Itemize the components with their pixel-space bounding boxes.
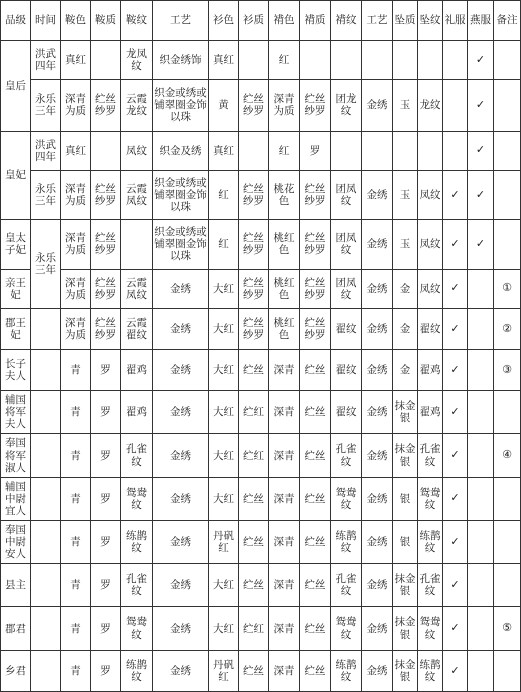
check-mark	[468, 391, 494, 434]
table-cell: 孔雀纹	[331, 564, 362, 607]
table-cell: 练鹊纹	[331, 650, 362, 691]
table-cell: 郡王妃	[1, 308, 31, 349]
header-cell: 时间	[31, 1, 61, 41]
header-cell: 礼服	[443, 1, 468, 41]
table-cell: 大红	[209, 434, 239, 477]
table-cell: 红	[269, 41, 300, 80]
table-cell: 纻丝纱罗	[300, 269, 331, 308]
check-mark: ✓	[443, 391, 468, 434]
table-row	[1, 434, 521, 477]
table-cell: 青	[61, 607, 91, 650]
table-cell	[362, 131, 393, 170]
table-cell: 大红	[209, 477, 239, 520]
table-cell: 团凤纹	[331, 220, 362, 269]
table-cell: 亲王妃	[1, 269, 31, 308]
table-cell: 罗	[300, 131, 331, 170]
table-row	[1, 170, 521, 219]
table-cell: 纻丝纱罗	[300, 220, 331, 269]
table-cell: 纻丝纱罗	[239, 220, 269, 269]
table-cell: 金绣	[362, 269, 393, 308]
table-cell: 永乐三年	[31, 220, 61, 309]
table-cell: 永乐三年	[31, 80, 61, 132]
note-cell	[494, 391, 521, 434]
header-cell: 褙色	[269, 1, 300, 41]
table-cell: 罗	[91, 650, 121, 691]
table-cell: 凤纹	[418, 170, 443, 219]
note-cell	[494, 80, 521, 132]
table-row	[1, 477, 521, 520]
table-cell: 纻丝	[239, 520, 269, 563]
table-cell: 大红	[209, 607, 239, 650]
table-cell: 大红	[209, 564, 239, 607]
table-cell: 金绣	[153, 564, 209, 607]
table-cell: 织金及绣	[153, 131, 209, 170]
table-cell	[418, 41, 443, 80]
table-row	[1, 650, 521, 691]
check-mark: ✓	[443, 520, 468, 563]
table-cell: 深青为质	[61, 220, 91, 269]
table-cell: 云霞翟纹	[121, 308, 153, 349]
check-mark	[468, 520, 494, 563]
check-mark: ✓	[443, 308, 468, 349]
table-cell: 真红	[61, 41, 91, 80]
note-cell: ②	[494, 308, 521, 349]
header-row	[1, 1, 521, 41]
table-cell: 织金或绣或铺翠圈金饰以珠	[153, 220, 209, 269]
table-cell: 金	[393, 308, 418, 349]
check-mark	[468, 269, 494, 308]
check-mark: ✓	[443, 349, 468, 390]
table-cell: 凤纹	[418, 269, 443, 308]
table-cell: 纻丝纱罗	[91, 220, 121, 269]
note-cell	[494, 220, 521, 269]
header-cell: 坠纹	[418, 1, 443, 41]
table-row	[1, 220, 521, 269]
table-cell: 纻丝	[239, 349, 269, 390]
table-cell: 纻丝	[239, 477, 269, 520]
table-cell: 翟纹	[331, 349, 362, 390]
table-cell: 金绣	[362, 434, 393, 477]
table-cell: 玉	[393, 80, 418, 132]
check-mark: ✓	[468, 220, 494, 269]
note-cell	[494, 650, 521, 691]
table-cell: 青	[61, 391, 91, 434]
table-cell: 翟鸡	[418, 391, 443, 434]
table-cell	[331, 131, 362, 170]
table-cell: 罗	[91, 391, 121, 434]
table-cell: 练鹊纹	[331, 520, 362, 563]
table-cell: 鸳鸯纹	[331, 607, 362, 650]
note-cell	[494, 131, 521, 170]
table-cell: 纻丝	[300, 564, 331, 607]
table-cell: 深青	[269, 564, 300, 607]
table-cell: 团凤纹	[331, 269, 362, 308]
table-cell: 纻丝纱罗	[239, 170, 269, 219]
table-cell: 翟鸡	[121, 349, 153, 390]
table-cell: 翟纹	[418, 308, 443, 349]
table-cell: 深青	[269, 520, 300, 563]
table-cell: 金绣	[153, 349, 209, 390]
header-cell: 品级	[1, 1, 31, 41]
table-cell	[331, 41, 362, 80]
check-mark: ✓	[468, 41, 494, 80]
table-cell: 金绣	[153, 269, 209, 308]
table-cell: 纻丝纱罗	[91, 269, 121, 308]
note-cell	[494, 564, 521, 607]
table-cell: 罗	[91, 434, 121, 477]
table-cell	[393, 41, 418, 80]
table-cell	[31, 434, 61, 477]
table-cell	[31, 520, 61, 563]
check-mark	[468, 607, 494, 650]
note-cell: ③	[494, 349, 521, 390]
table-cell: 金绣	[153, 434, 209, 477]
table-cell: 青	[61, 477, 91, 520]
table-cell: 皇后	[1, 41, 31, 132]
table-cell: 长子夫人	[1, 349, 31, 390]
check-mark	[468, 477, 494, 520]
table-cell: 青	[61, 349, 91, 390]
table-row	[1, 349, 521, 390]
check-mark	[468, 308, 494, 349]
note-cell: ⑤	[494, 607, 521, 650]
table-cell: 金绣	[153, 650, 209, 691]
table-cell	[31, 349, 61, 390]
table-cell	[31, 391, 61, 434]
table-cell: 云霞凤纹	[121, 170, 153, 219]
table-cell: 玉	[393, 170, 418, 219]
table-cell: 织金或绣或铺翠圈金饰以珠	[153, 170, 209, 219]
table-cell: 永乐三年	[31, 170, 61, 219]
table-cell: 抹金银	[393, 607, 418, 650]
check-mark	[443, 80, 468, 132]
table-cell: 深青	[269, 607, 300, 650]
table-cell: 龙纹	[418, 80, 443, 132]
table-cell	[362, 41, 393, 80]
table-cell	[31, 477, 61, 520]
table-cell: 练鹊纹	[121, 650, 153, 691]
table-row	[1, 269, 521, 308]
table-cell	[121, 220, 153, 269]
check-mark: ✓	[443, 434, 468, 477]
table-row	[1, 41, 521, 80]
table-cell	[393, 131, 418, 170]
table-cell: 真红	[209, 41, 239, 80]
table-cell	[300, 41, 331, 80]
check-mark	[468, 564, 494, 607]
table-cell: 孔雀纹	[121, 564, 153, 607]
check-mark: ✓	[443, 269, 468, 308]
table-cell: 纻红	[239, 434, 269, 477]
table-cell: 凤纹	[121, 131, 153, 170]
table-cell: 深青	[269, 650, 300, 691]
check-mark	[443, 131, 468, 170]
table-row	[1, 80, 521, 132]
table-cell: 辅国中尉宜人	[1, 477, 31, 520]
table-cell: 金绣	[362, 477, 393, 520]
table-cell: 辅国将军夫人	[1, 391, 31, 434]
check-mark: ✓	[468, 170, 494, 219]
check-mark	[468, 650, 494, 691]
table-row	[1, 564, 521, 607]
table-cell: 团凤纹	[331, 170, 362, 219]
table-cell: 桃花色	[269, 170, 300, 219]
table-cell: 孔雀纹	[121, 434, 153, 477]
table-cell: 纻丝	[300, 477, 331, 520]
table-row	[1, 308, 521, 349]
table-cell: 金绣	[362, 564, 393, 607]
table-cell: 金绣	[153, 607, 209, 650]
table-cell: 银	[393, 520, 418, 563]
table-row	[1, 391, 521, 434]
table-cell: 翟纹	[331, 308, 362, 349]
table-cell: 纻丝	[239, 650, 269, 691]
header-cell: 备注	[494, 1, 521, 41]
table-cell: 纻丝	[300, 607, 331, 650]
table-cell: 翟鸡	[418, 349, 443, 390]
check-mark: ✓	[443, 477, 468, 520]
table-cell: 翟纹	[331, 391, 362, 434]
note-cell	[494, 41, 521, 80]
table-cell: 练鹊纹	[121, 520, 153, 563]
check-mark	[443, 41, 468, 80]
table-cell: 深青	[269, 434, 300, 477]
table-cell: 鸳鸯纹	[121, 477, 153, 520]
note-cell	[494, 170, 521, 219]
table-cell	[31, 308, 61, 349]
table-cell: 红	[209, 220, 239, 269]
table-cell: 纻红	[239, 391, 269, 434]
table-row	[1, 520, 521, 563]
table-cell: 罗	[91, 564, 121, 607]
table-cell: 纻丝	[300, 434, 331, 477]
table-cell: 凤纹	[418, 220, 443, 269]
table-cell: 郡君	[1, 607, 31, 650]
table-cell: 龙凤纹	[121, 41, 153, 80]
table-cell: 深青	[269, 349, 300, 390]
table-cell: 丹矾红	[209, 520, 239, 563]
table-cell: 纻丝纱罗	[239, 269, 269, 308]
header-cell: 工艺	[362, 1, 393, 41]
table-cell: 丹矾红	[209, 650, 239, 691]
table-cell: 孔雀纹	[331, 434, 362, 477]
header-cell: 工艺	[153, 1, 209, 41]
table-cell: 抹金银	[393, 434, 418, 477]
table-cell: 纻丝	[300, 391, 331, 434]
table-cell: 金绣	[362, 170, 393, 219]
table-cell: 织金或绣或铺翠圈金饰以珠	[153, 80, 209, 132]
table-cell: 深青	[269, 477, 300, 520]
table-cell: 深青为质	[269, 80, 300, 132]
header-cell: 褙质	[300, 1, 331, 41]
check-mark: ✓	[443, 220, 468, 269]
table-cell: 奉国中尉安人	[1, 520, 31, 563]
table-cell: 青	[61, 564, 91, 607]
table-cell: 真红	[61, 131, 91, 170]
header-cell: 燕服	[468, 1, 494, 41]
table-cell: 鸳鸯纹	[121, 607, 153, 650]
table-cell: 金绣	[362, 520, 393, 563]
table-cell: 真红	[209, 131, 239, 170]
table-cell: 深青为质	[61, 308, 91, 349]
table-cell: 纻丝纱罗	[91, 308, 121, 349]
table-cell: 鸳鸯纹	[418, 477, 443, 520]
table-cell: 罗	[91, 349, 121, 390]
table-cell: 大红	[209, 391, 239, 434]
header-cell: 鞍纹	[121, 1, 153, 41]
table-cell: 县主	[1, 564, 31, 607]
table-cell: 银	[393, 477, 418, 520]
table-cell: 云霞凤纹	[121, 269, 153, 308]
table-cell: 纻丝纱罗	[300, 170, 331, 219]
table-cell: 纻丝	[300, 650, 331, 691]
table-cell: 金绣	[362, 391, 393, 434]
header-cell: 坠质	[393, 1, 418, 41]
header-cell: 鞍质	[91, 1, 121, 41]
table-cell	[239, 41, 269, 80]
table-cell: 练鹊纹	[418, 520, 443, 563]
table-cell: 金绣	[153, 477, 209, 520]
check-mark	[468, 434, 494, 477]
table-cell: 金绣	[153, 308, 209, 349]
check-mark: ✓	[443, 564, 468, 607]
table-cell	[31, 564, 61, 607]
check-mark: ✓	[443, 607, 468, 650]
table-cell	[418, 131, 443, 170]
header-cell: 衫色	[209, 1, 239, 41]
table-cell: 金绣	[362, 220, 393, 269]
table-cell: 孔雀纹	[418, 564, 443, 607]
table-cell: 大红	[209, 349, 239, 390]
table-cell: 奉国将军淑人	[1, 434, 31, 477]
table-cell	[31, 607, 61, 650]
table-cell: 纻丝纱罗	[300, 308, 331, 349]
table-cell: 纻红	[239, 607, 269, 650]
table-cell: 纻丝纱罗	[239, 308, 269, 349]
table-cell: 纻丝	[300, 520, 331, 563]
table-cell	[239, 131, 269, 170]
table-cell: 桃红色	[269, 220, 300, 269]
header-cell: 衫质	[239, 1, 269, 41]
table-cell: 纻丝纱罗	[300, 80, 331, 132]
table-cell: 金绣	[153, 520, 209, 563]
table-cell: 洪武四年	[31, 41, 61, 80]
table-cell: 金绣	[362, 308, 393, 349]
table-cell: 纻丝纱罗	[239, 80, 269, 132]
check-mark: ✓	[468, 80, 494, 132]
table-cell: 翟鸡	[121, 391, 153, 434]
table-cell: 孔雀纹	[418, 434, 443, 477]
table-cell	[31, 650, 61, 691]
check-mark	[468, 349, 494, 390]
table-cell	[91, 131, 121, 170]
table-cell: 深青为质	[61, 269, 91, 308]
table-cell: 团龙纹	[331, 80, 362, 132]
table-cell: 皇太子妃	[1, 220, 31, 269]
table-cell: 抹金银	[393, 564, 418, 607]
table-cell: 织金绣饰	[153, 41, 209, 80]
table-cell: 鸳鸯纹	[331, 477, 362, 520]
table-cell: 纻丝	[300, 349, 331, 390]
table-cell: 桃红色	[269, 269, 300, 308]
table-cell: 金绣	[362, 80, 393, 132]
table-cell: 金绣	[153, 391, 209, 434]
table-cell: 红	[269, 131, 300, 170]
table-cell: 深青	[269, 391, 300, 434]
check-mark: ✓	[443, 650, 468, 691]
table-cell: 大红	[209, 308, 239, 349]
table-cell: 金绣	[362, 607, 393, 650]
table-cell: 青	[61, 650, 91, 691]
table-cell: 罗	[91, 477, 121, 520]
table-cell: 玉	[393, 220, 418, 269]
note-cell: ①	[494, 269, 521, 308]
table-cell: 金	[393, 349, 418, 390]
check-mark: ✓	[443, 170, 468, 219]
table-cell: 皇妃	[1, 131, 31, 220]
table-cell: 深青为质	[61, 80, 91, 132]
table-cell: 黄	[209, 80, 239, 132]
table-cell: 罗	[91, 520, 121, 563]
table-cell: 抹金银	[393, 391, 418, 434]
note-cell	[494, 477, 521, 520]
table-row	[1, 131, 521, 170]
table-cell: 青	[61, 434, 91, 477]
table-cell: 纻丝	[239, 564, 269, 607]
table-cell: 云霞龙纹	[121, 80, 153, 132]
table-cell	[91, 41, 121, 80]
table-cell: 深青为质	[61, 170, 91, 219]
note-cell: ④	[494, 434, 521, 477]
table-cell: 罗	[91, 607, 121, 650]
table-cell: 练鹊纹	[418, 650, 443, 691]
header-cell: 鞍色	[61, 1, 91, 41]
table-cell: 青	[61, 520, 91, 563]
table-row	[1, 607, 521, 650]
table-cell: 纻丝纱罗	[91, 170, 121, 219]
table-cell: 金	[393, 269, 418, 308]
table-cell: 鸳鸯纹	[418, 607, 443, 650]
table-cell: 纻丝纱罗	[91, 80, 121, 132]
table-cell: 洪武四年	[31, 131, 61, 170]
header-cell: 褙纹	[331, 1, 362, 41]
table-cell: 金绣	[362, 650, 393, 691]
table-cell: 大红	[209, 269, 239, 308]
table-cell: 乡君	[1, 650, 31, 691]
table-cell: 红	[209, 170, 239, 219]
table-cell: 桃红色	[269, 308, 300, 349]
table-cell: 抹金银	[393, 650, 418, 691]
table-cell: 金绣	[362, 349, 393, 390]
note-cell	[494, 520, 521, 563]
check-mark: ✓	[468, 131, 494, 170]
